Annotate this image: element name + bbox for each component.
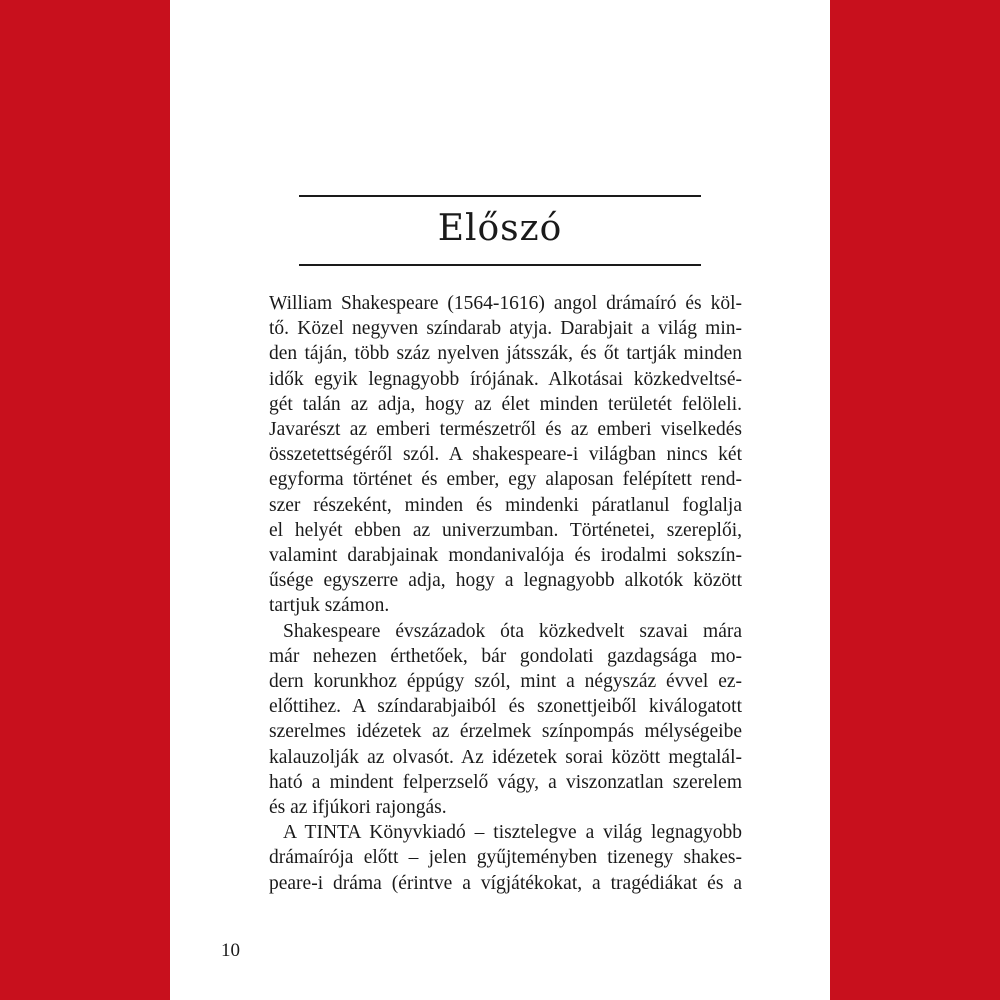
text-line: és az ifjúkori rajongás. (269, 797, 447, 819)
text-line: kalauzolják az olvasót. Az idézetek sorai között megtalál- (269, 746, 742, 768)
text-line: már nehezen érthetőek, bár gondolati gazdagsága mo- (269, 645, 742, 667)
text-line: tartjuk számon. (269, 595, 390, 617)
text-line: drámaírója előtt – jelen gyűjteményben tizenegy shakes- (269, 847, 742, 869)
text-line: valamint darabjainak mondanivalója és irodalmi sokszín- (269, 545, 742, 567)
chapter-title: Előszó (437, 208, 563, 249)
text-line: űsége egyszerre adja, hogy a legnagyobb alkotók között (269, 570, 742, 592)
title-rule-top (299, 195, 701, 197)
text-line: A TINTA Könyvkiadó – tisztelegve a világ legnagyobb (283, 822, 742, 844)
text-line: előttihez. A színdarabjaiból és szonettjeiből kiválogatott (269, 696, 742, 718)
text-line: gét talán az adja, hogy az élet minden területét felöleli. (269, 393, 742, 415)
text-line: ható a mindent felperzselő vágy, a viszonzatlan szerelem (269, 771, 742, 793)
text-line: összetettségéről szól. A shakespeare-i világban nincs két (269, 444, 742, 466)
text-line: peare-i dráma (érintve a vígjátékokat, a tragédiákat és a (269, 872, 742, 894)
text-line: egyforma történet és ember, egy alaposan felépített rend- (269, 469, 742, 491)
text-line: szer részeként, minden és mindenki páratlanul foglalja (269, 494, 742, 516)
text-line: idők egyik legnagyobb írójának. Alkotásai közkedveltsé- (269, 368, 742, 390)
book-page (170, 0, 830, 1000)
body-text (269, 291, 742, 896)
text-line: William Shakespeare (1564-1616) angol drámaíró és köl- (269, 293, 742, 314)
text-line: den táján, több száz nyelven játsszák, és őt tartják minden (269, 343, 742, 365)
text-line: Javarészt az emberi természetről és az emberi viselkedés (269, 419, 742, 441)
page-number: 10 (221, 940, 240, 961)
text-line: tő. Közel negyven színdarab atyja. Darabjait a világ min- (269, 318, 742, 340)
title-rule-bottom (299, 264, 701, 266)
text-line: Shakespeare évszázadok óta közkedvelt szavai mára (283, 620, 742, 642)
text-line: szerelmes idézetek az érzelmek színpompás mélységeibe (269, 721, 742, 743)
text-line: dern korunkhoz éppúgy szól, mint a négyszáz évvel ez- (269, 671, 742, 693)
text-line: el helyét ebben az univerzumban. Történetei, szereplői, (269, 519, 742, 541)
